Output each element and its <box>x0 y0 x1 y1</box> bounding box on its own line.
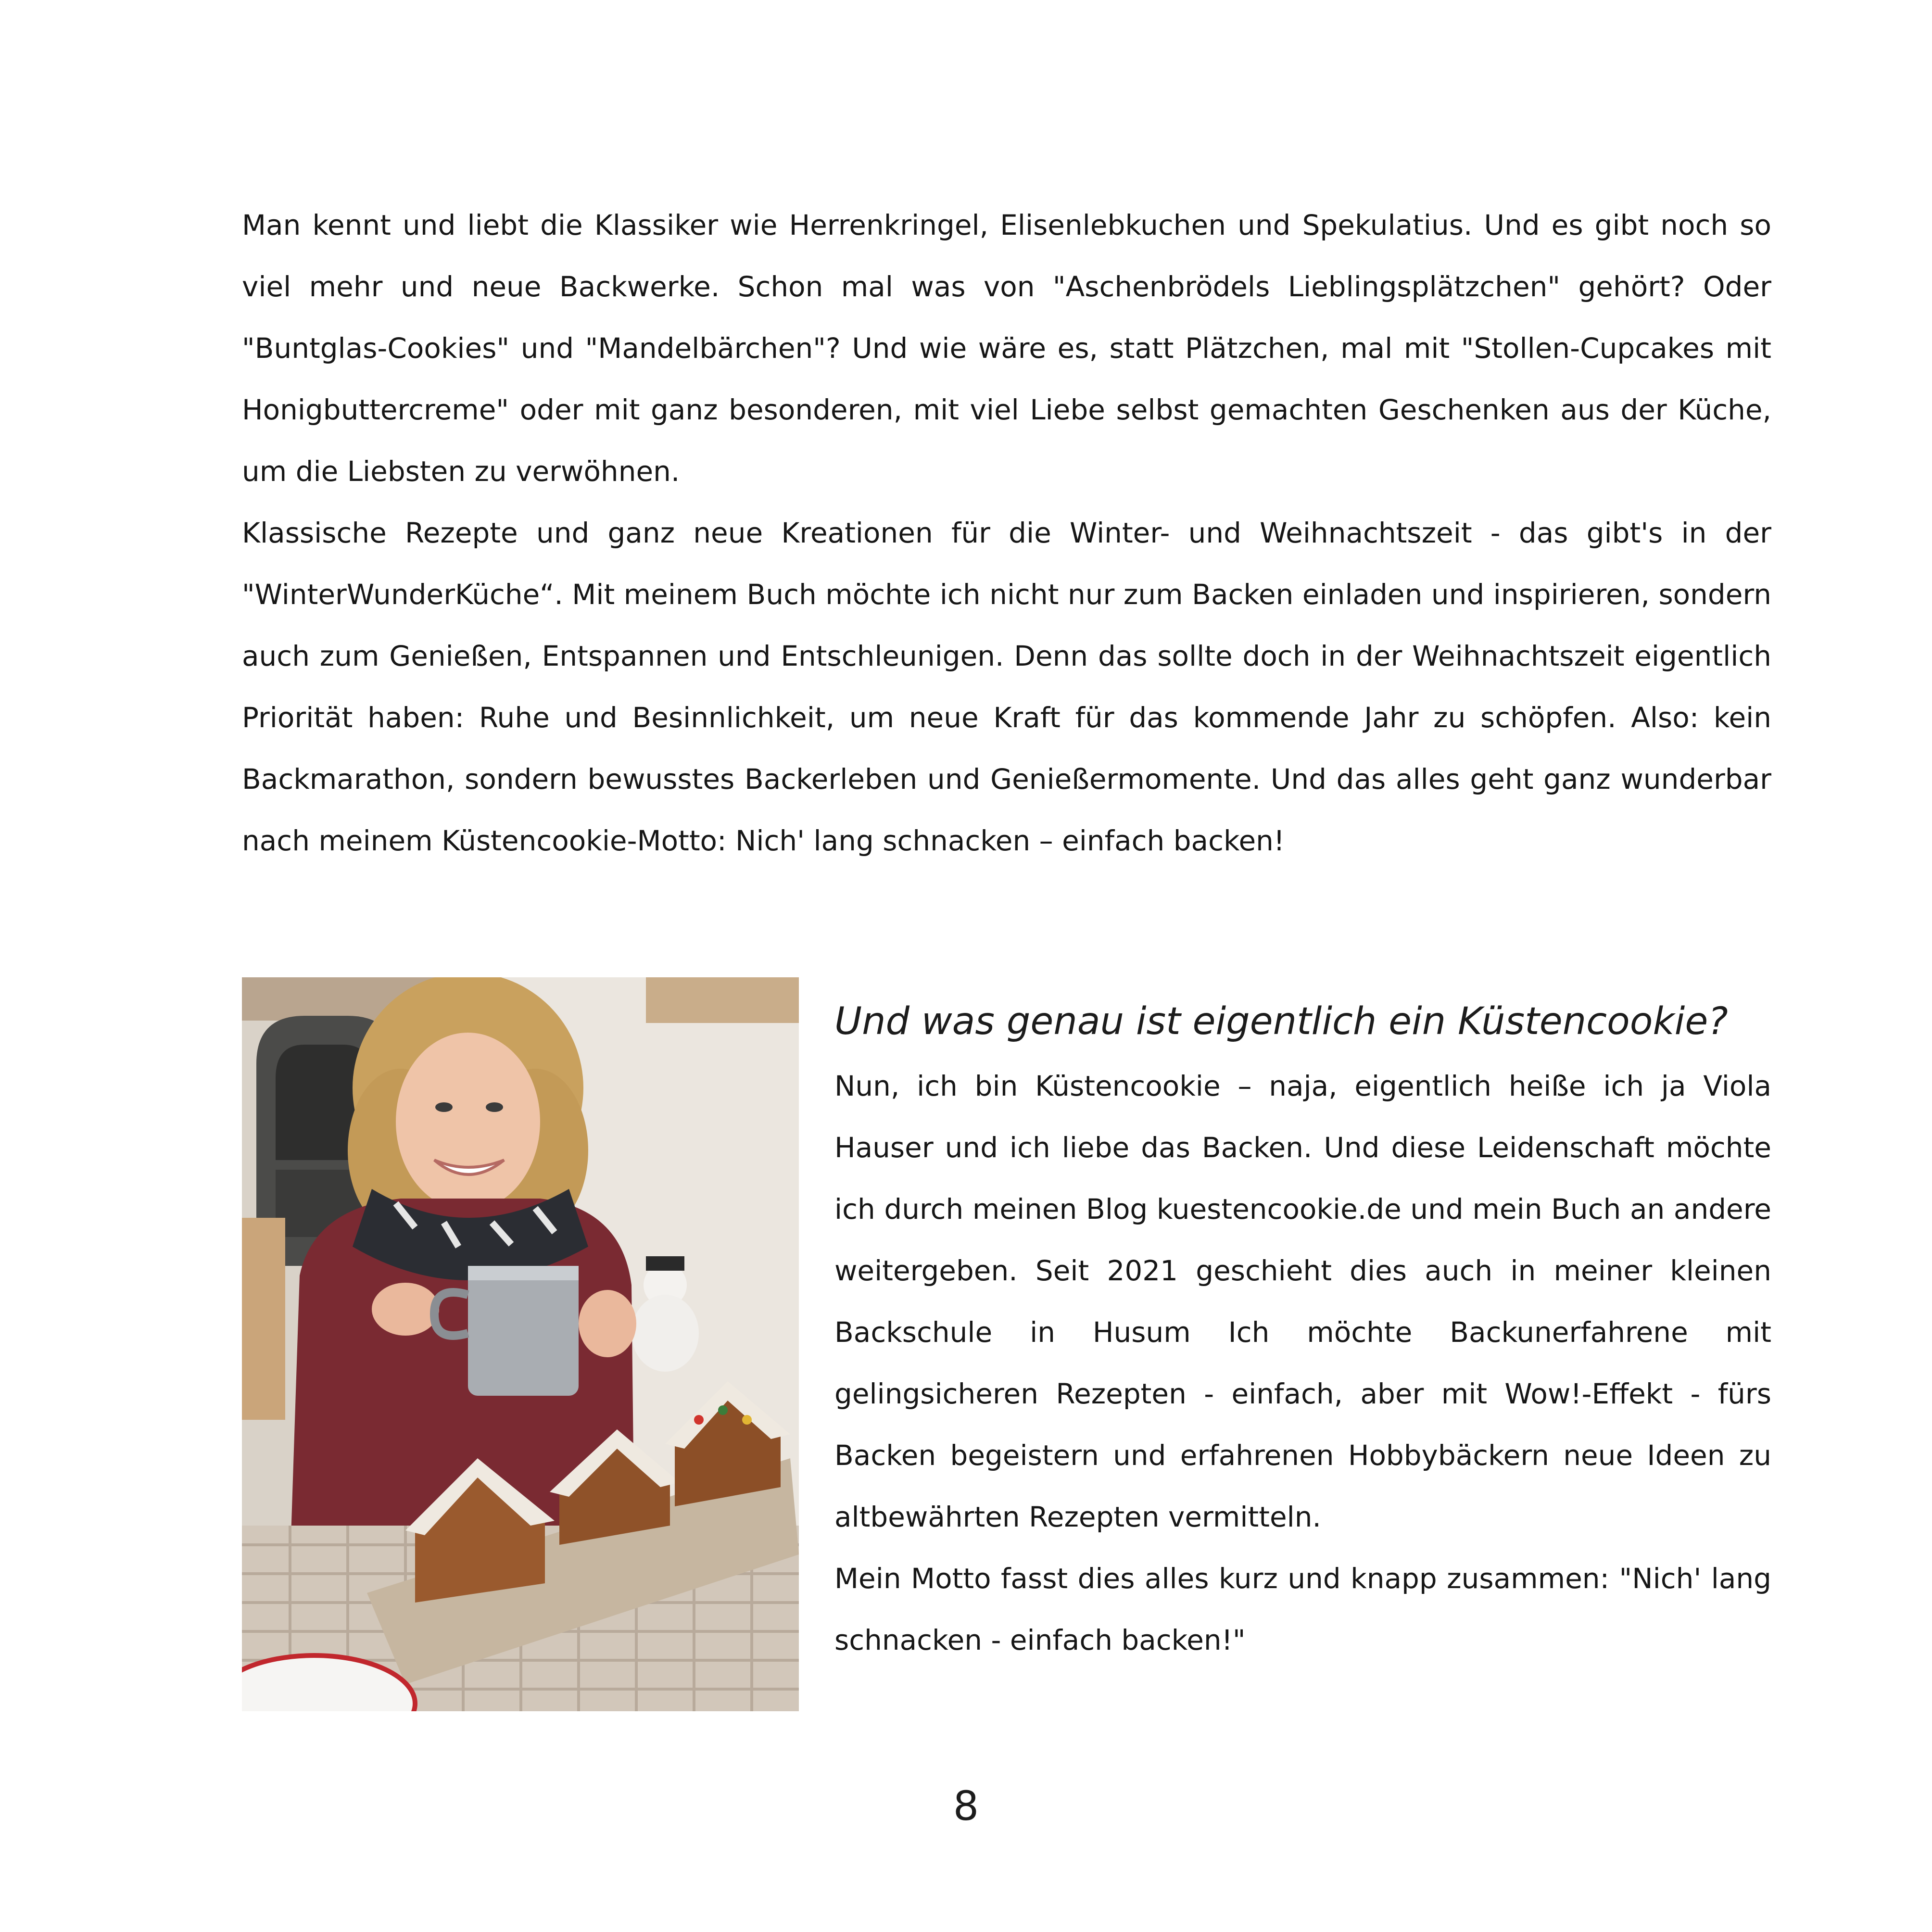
intro-section <box>242 194 1771 871</box>
about-paragraph-1: Nun, ich bin Küstencookie – naja, eigentlich heiße ich ja Viola Hauser und ich liebe das Backen. Und diese Leidenschaft möchte ich durch meinen Blog kuestencookie.de und mein Buch an andere weitergeben. Seit 2021 geschieht dies auch in meiner kleinen Backschule in Husum Ich möchte Backunerfahrene mit gelingsicheren Rezepten - einfach, aber mit Wow!-Effekt - fürs Backen begeistern und erfahrenen Hobbybäckern neue Ideen zu altbewährten Rezepten vermitteln. <box>834 1070 1771 1533</box>
about-heading: Und was genau ist eigentlich ein Küstencookie? <box>834 1000 1728 1043</box>
about-section <box>834 991 1771 1671</box>
intro-paragraph-1: Man kennt und liebt die Klassiker wie Herrenkringel, Elisenlebkuchen und Spekulatius. Und es gibt noch so viel mehr und neue Backwerke. Schon mal was von "Aschenbrödels Lieblingsplätzchen" gehört? Oder "Buntglas-Cookies" und "Mandelbärchen"? Und wie wäre es, statt Plätzchen, mal mit "Stollen-Cupcakes mit Honigbuttercreme" oder mit ganz besonderen, mit viel Liebe selbst gemachten Geschenken aus der Küche, um die Liebsten zu verwöhnen. <box>242 209 1771 488</box>
page-number: 8 <box>953 1782 979 1830</box>
about-paragraph-2: Mein Motto fasst dies alles kurz und knapp zusammen: "Nich' lang schnacken - einfach backen!" <box>834 1562 1771 1656</box>
intro-paragraph-2: Klassische Rezepte und ganz neue Kreationen für die Winter- und Weihnachtszeit - das gibt's in der "WinterWunderKüche“. Mit meinem Buch möchte ich nicht nur zum Backen einladen und inspirieren, sondern auch zum Genießen, Entspannen und Entschleunigen. Denn das sollte doch in der Weihnachtszeit eigentlich Priorität haben: Ruhe und Besinnlichkeit, um neue Kraft für das kommende Jahr zu schöpfen. Also: kein Backmarathon, sondern bewusstes Backerleben und Genießermomente. Und das alles geht ganz wunderbar nach meinem Küstencookie-Motto: Nich' lang schnacken – einfach backen! <box>242 517 1771 857</box>
author-photo <box>242 977 799 1711</box>
author-photo-illustration <box>242 977 799 1711</box>
